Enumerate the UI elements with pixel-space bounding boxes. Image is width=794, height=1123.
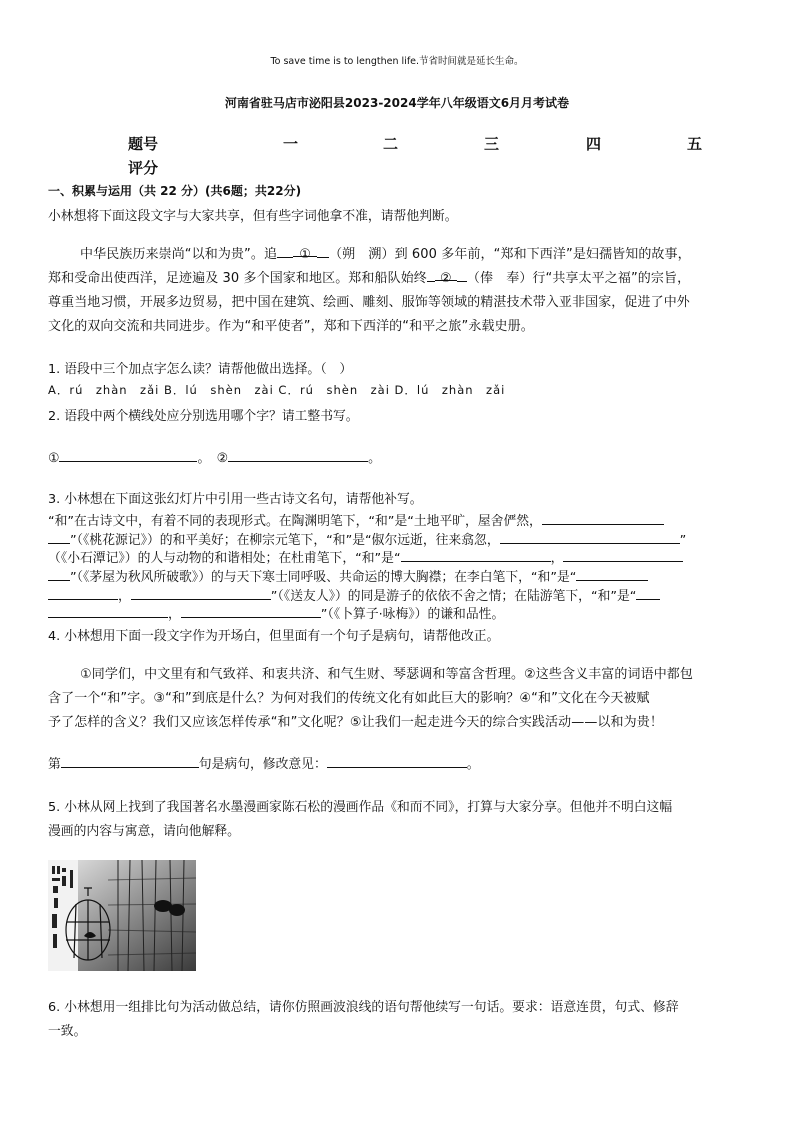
q3-blank-7b[interactable]: [48, 604, 168, 618]
question-2-answer: [48, 447, 381, 466]
q3-text: “和”在古诗文中，有着不同的表现形式。在陶渊明笔下，“和”是“土地平旷，屋舍俨然，: [48, 514, 542, 529]
section-intro: 小林想将下面这段文字与大家共享，但有些字词他拿不准，请帮他判断。: [48, 209, 458, 224]
blank-2[interactable]: ②: [435, 267, 457, 281]
passage-line-1: [80, 243, 691, 267]
q4-answer: [48, 753, 480, 772]
q3-text: ”（《送友人》）的同是游子的依依不舍之情；在陆游笔下，“和”是“: [270, 589, 637, 604]
ink-wash-cartoon-icon: [48, 860, 196, 971]
answer-mark-1: ①: [48, 451, 60, 466]
motto-line: To save time is to lengthen life.节省时间就是延长生命。: [270, 56, 524, 67]
question-6-line-2: 一致。: [48, 1024, 87, 1039]
answer-blank-1[interactable]: [59, 448, 197, 462]
table-label-score: 评分: [128, 159, 159, 177]
blank-1[interactable]: ①: [293, 243, 317, 257]
q3-blank-4[interactable]: [563, 548, 683, 562]
table-col-2: 二: [383, 135, 399, 153]
q3-text: ”（《卜算子·咏梅》）的谦和品性。: [320, 607, 505, 622]
question-1-options: A．rú zhàn zǎi B．lú shèn zài C．rú shèn zài D．lú zhàn zǎi: [48, 383, 506, 397]
question-5-line-1: 5. 小林从网上找到了我国著名水墨漫画家陈石松的漫画作品《和而不同》，打算与大家分享。但他并不明白这幅: [48, 800, 673, 815]
q3-line-2: [48, 529, 686, 548]
table-col-4: 四: [586, 135, 602, 153]
section-heading: 一、积累与运用（共 22 分）(共6题；共22分): [48, 184, 302, 198]
blank-1-tail[interactable]: [317, 244, 329, 258]
q4-passage-line-2: 含了一个“和”字。③“和”到底是什么？为何对我们的传统文化有如此巨大的影响？④“和”文化在今天被赋: [48, 691, 650, 706]
table-col-1: 一: [283, 135, 299, 153]
question-5-line-2: 漫画的内容与寓意，请向他解释。: [48, 824, 240, 839]
q3-text: ”: [679, 533, 687, 548]
q3-line-3: [48, 547, 683, 566]
q3-blank-5[interactable]: [576, 567, 648, 581]
q3-blank-4b[interactable]: [48, 567, 70, 581]
q3-text: ，: [118, 589, 131, 604]
q3-text: ，: [550, 551, 564, 566]
table-col-3: 三: [484, 135, 500, 153]
blank-2-tail[interactable]: [457, 268, 467, 282]
blank-2-lead[interactable]: [427, 268, 435, 282]
q3-blank-8[interactable]: [181, 604, 321, 618]
q4-text: 。: [466, 757, 480, 772]
q3-line-4: [48, 566, 648, 585]
q3-line-1: [48, 510, 664, 529]
q3-text: （《小石潭记》）的人与动物的和谐相处；在杜甫笔下，“和”是“: [48, 551, 401, 566]
q4-blank-sentence[interactable]: [61, 754, 199, 768]
question-2: 2. 语段中两个横线处应分别选用哪个字？请工整书写。: [48, 409, 359, 424]
q3-blank-6[interactable]: [131, 586, 271, 600]
passage-line-2: [48, 267, 690, 291]
exam-title: 河南省驻马店市泌阳县2023-2024学年八年级语文6月月考试卷: [224, 96, 570, 110]
answer-mark-2: 。 ②: [197, 451, 229, 466]
q3-blank-3[interactable]: [401, 548, 551, 562]
table-col-5: 五: [687, 135, 703, 153]
q3-blank-1[interactable]: [542, 511, 664, 525]
q3-text: ，: [168, 607, 181, 622]
passage-text: 中华民族历来崇尚“以和为贵”。追: [80, 247, 278, 262]
answer-blank-2[interactable]: [228, 448, 368, 462]
question-6-line-1: 6. 小林想用一组排比句为活动做总结，请你仿照画波浪线的语句帮他续写一句话。要求：语意连贯，句式、修辞: [48, 1000, 679, 1015]
q3-blank-7[interactable]: [636, 586, 660, 600]
passage-text: （俸 奉）行“共享太平之福”的宗旨，: [466, 271, 691, 286]
table-label-question-no: 题号: [128, 135, 159, 153]
question-4: 4. 小林想用下面一段文字作为开场白，但里面有一个句子是病句，请帮他改正。: [48, 629, 500, 644]
passage-line-4: 文化的双向交流和共同进步。作为“和平使者”，郑和下西洋的“和平之旅”永载史册。: [48, 319, 534, 334]
blank-1-lead[interactable]: [277, 244, 293, 258]
question-1: 1. 语段中三个加点字怎么读？请帮他做出选择。（ ）: [48, 362, 353, 377]
question-3: 3. 小林想在下面这张幻灯片中引用一些古诗文名句，请帮他补写。: [48, 492, 423, 507]
answer-end: 。: [368, 451, 381, 466]
q4-passage-line-1: ①同学们，中文里有和气致祥、和衷共济、和气生财、琴瑟调和等富含哲理。②这些含义丰富的词语中都包: [80, 667, 694, 682]
passage-line-3: 尊重当地习惯，开展多边贸易，把中国在建筑、绘画、雕刻、服饰等领域的精湛技术带入亚非国家，促进了中外: [48, 295, 690, 310]
q4-text: 句是病句，修改意见：: [198, 757, 327, 772]
q3-blank-2[interactable]: [500, 530, 680, 544]
q3-line-6: [48, 603, 504, 622]
q3-text: ”（《桃花源记》）的和平美好；在柳宗元笔下，“和”是“俶尔远逝，往来翕忽，: [70, 533, 500, 548]
q4-text: 第: [48, 757, 61, 772]
q3-line-5: [48, 585, 660, 604]
q4-blank-revision[interactable]: [327, 754, 467, 768]
passage-text: （朔 溯）到 600 多年前，“郑和下西洋”是妇孺皆知的故事，: [329, 247, 691, 262]
q4-passage-line-3: 予了怎样的含义？我们又应该怎样传承“和”文化呢？⑤让我们一起走进今天的综合实践活动——以和为贵！: [48, 715, 663, 730]
q3-text: ”（《茅屋为秋风所破歌》）的与天下寒士同呼吸、共命运的博大胸襟；在李白笔下，“和”是“: [70, 570, 577, 585]
passage-text: 郑和受命出使西洋，足迹遍及 30 多个国家和地区。郑和船队始终: [48, 271, 427, 286]
q3-blank-1b[interactable]: [48, 530, 70, 544]
q3-blank-5b[interactable]: [48, 586, 118, 600]
